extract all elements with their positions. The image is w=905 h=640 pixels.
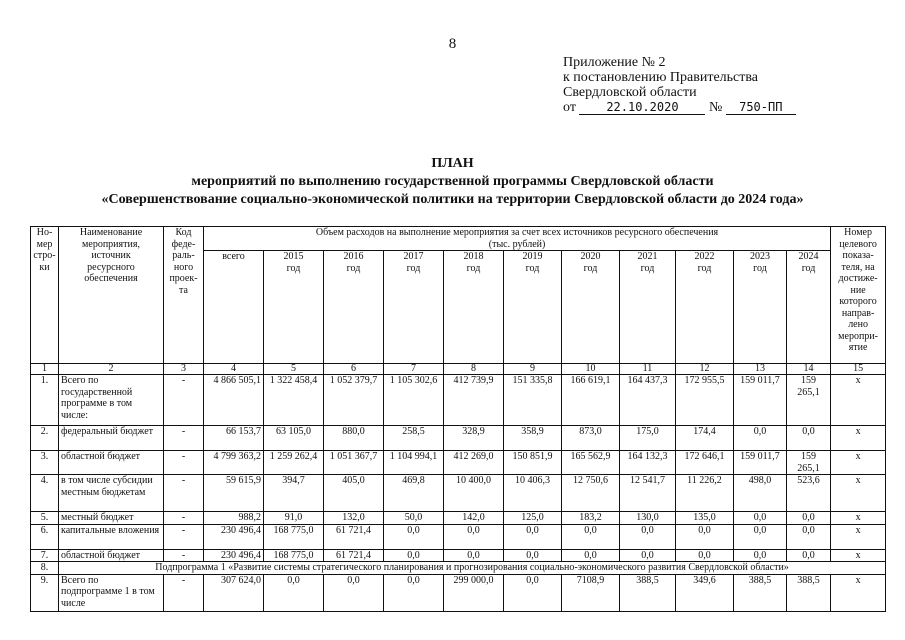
appendix-date-line: [563, 100, 796, 115]
row-target-cell: x: [831, 524, 886, 549]
row-year-cell: 0,0: [562, 524, 620, 549]
row-year-cell: 130,0: [620, 512, 676, 525]
header-volume: Объем расходов на выполнение мероприятия за счет всех источников ресурсного обеспечения (тыс. рублей): [204, 227, 831, 251]
table-row: [31, 475, 886, 512]
row-year-cell: 0,0: [504, 574, 562, 611]
column-index-cell: 13: [734, 364, 787, 375]
column-index-cell: 11: [620, 364, 676, 375]
row-year-cell: 388,5: [620, 574, 676, 611]
row-year-cell: 0,0: [787, 549, 831, 562]
row-year-cell: 394,7: [264, 475, 324, 512]
row-year-cell: 172 955,5: [676, 375, 734, 426]
row-number-cell: 4.: [31, 475, 59, 512]
row-name-cell: Всего по государственной программе в том числе:: [59, 375, 164, 426]
row-name-cell: областной бюджет: [59, 549, 164, 562]
row-number-cell: 6.: [31, 524, 59, 549]
row-year-cell: 50,0: [384, 512, 444, 525]
row-year-cell: 0,0: [620, 524, 676, 549]
row-name-cell: областной бюджет: [59, 451, 164, 475]
row-year-cell: 523,6: [787, 475, 831, 512]
plan-subtitle: мероприятий по выполнению государственной программы Свердловской области: [191, 174, 714, 189]
row-code-cell: -: [164, 475, 204, 512]
row-code-cell: -: [164, 574, 204, 611]
appendix-region: Свердловской области: [563, 85, 697, 100]
row-name-cell: в том числе субсидии местным бюджетам: [59, 475, 164, 512]
row-name-cell: капитальные вложения: [59, 524, 164, 549]
row-year-cell: 412 269,0: [444, 451, 504, 475]
row-year-cell: 0,0: [444, 524, 504, 549]
row-year-cell: 164 132,3: [620, 451, 676, 475]
appendix-decree: к постановлению Правительства: [563, 70, 759, 85]
column-index-cell: 14: [787, 364, 831, 375]
row-year-cell: 159 265,1: [787, 451, 831, 475]
table-row: [31, 524, 886, 549]
row-year-cell: 61 721,4: [324, 524, 384, 549]
row-year-cell: 0,0: [384, 549, 444, 562]
row-name-cell: федеральный бюджет: [59, 426, 164, 451]
row-year-cell: 183,2: [562, 512, 620, 525]
row-number-cell: 1.: [31, 375, 59, 426]
row-year-cell: 135,0: [676, 512, 734, 525]
row-name-cell: Всего по подпрограмме 1 в том числе: [59, 574, 164, 611]
row-year-cell: 0,0: [676, 549, 734, 562]
row-year-cell: 358,9: [504, 426, 562, 451]
row-code-cell: -: [164, 524, 204, 549]
row-year-cell: 0,0: [264, 574, 324, 611]
row-total-cell: 307 624,0: [204, 574, 264, 611]
row-total-cell: 4 799 363,2: [204, 451, 264, 475]
table-row: [31, 549, 886, 562]
header-year: 2019 год: [504, 251, 562, 364]
row-year-cell: 388,5: [734, 574, 787, 611]
row-year-cell: 166 619,1: [562, 375, 620, 426]
row-year-cell: 0,0: [734, 426, 787, 451]
column-index-cell: 2: [59, 364, 164, 375]
row-year-cell: 873,0: [562, 426, 620, 451]
row-year-cell: 165 562,9: [562, 451, 620, 475]
column-index-cell: 8: [444, 364, 504, 375]
row-year-cell: 388,5: [787, 574, 831, 611]
row-year-cell: 0,0: [787, 524, 831, 549]
plan-table: [30, 226, 886, 612]
subprogram-title-cell: Подпрограмма 1 «Развитие системы стратегического планирования и прогнозирования социально-экономического развития Свердловской области»: [59, 562, 886, 575]
row-year-cell: 0,0: [562, 549, 620, 562]
column-index-cell: 7: [384, 364, 444, 375]
row-year-cell: 0,0: [734, 549, 787, 562]
row-year-cell: 125,0: [504, 512, 562, 525]
row-year-cell: 172 646,1: [676, 451, 734, 475]
column-index-cell: 1: [31, 364, 59, 375]
row-target-cell: x: [831, 375, 886, 426]
plan-title: ПЛАН: [431, 156, 474, 171]
row-year-cell: 0,0: [504, 549, 562, 562]
row-year-cell: 1 104 994,1: [384, 451, 444, 475]
row-year-cell: 328,9: [444, 426, 504, 451]
row-year-cell: 0,0: [734, 512, 787, 525]
row-year-cell: 168 775,0: [264, 524, 324, 549]
header-year: 2022 год: [676, 251, 734, 364]
table-row: [31, 451, 886, 475]
decree-number: 750-ПП: [726, 101, 796, 115]
row-year-cell: 412 739,9: [444, 375, 504, 426]
subprogram-row: [31, 562, 886, 575]
row-number-cell: 8.: [31, 562, 59, 575]
table-row: [31, 375, 886, 426]
row-number-cell: 7.: [31, 549, 59, 562]
row-number-cell: 9.: [31, 574, 59, 611]
row-target-cell: x: [831, 475, 886, 512]
row-year-cell: 258,5: [384, 426, 444, 451]
row-target-cell: x: [831, 574, 886, 611]
row-code-cell: -: [164, 512, 204, 525]
appendix-title: Приложение № 2: [563, 55, 666, 70]
header-year: 2016 год: [324, 251, 384, 364]
row-year-cell: 91,0: [264, 512, 324, 525]
table-row: [31, 574, 886, 611]
row-year-cell: 1 259 262,4: [264, 451, 324, 475]
header-year: 2017 год: [384, 251, 444, 364]
header-total: всего: [204, 251, 264, 364]
row-year-cell: 10 406,3: [504, 475, 562, 512]
row-year-cell: 11 226,2: [676, 475, 734, 512]
header-name: Наименование мероприятия, источник ресурсного обеспечения: [59, 227, 164, 364]
row-year-cell: 7108,9: [562, 574, 620, 611]
row-year-cell: 1 052 379,7: [324, 375, 384, 426]
table-row: [31, 512, 886, 525]
header-year: 2015 год: [264, 251, 324, 364]
program-name: «Совершенствование социально-экономической политики на территории Свердловской области до 2024 года»: [101, 192, 804, 207]
column-index-row: [31, 364, 886, 375]
row-year-cell: 150 851,9: [504, 451, 562, 475]
row-year-cell: 0,0: [676, 524, 734, 549]
row-year-cell: 0,0: [787, 512, 831, 525]
header-target: Номер целевого показа- теля, на достиже- ние которого направ- лено меропри- ятие: [831, 227, 886, 364]
row-year-cell: 469,8: [384, 475, 444, 512]
row-year-cell: 880,0: [324, 426, 384, 451]
header-year: 2020 год: [562, 251, 620, 364]
row-year-cell: 0,0: [384, 524, 444, 549]
row-total-cell: 4 866 505,1: [204, 375, 264, 426]
appendix-block: [563, 55, 796, 115]
row-year-cell: 12 541,7: [620, 475, 676, 512]
row-year-cell: 1 322 458,4: [264, 375, 324, 426]
column-index-cell: 3: [164, 364, 204, 375]
row-target-cell: x: [831, 512, 886, 525]
row-target-cell: x: [831, 426, 886, 451]
row-year-cell: 1 105 302,6: [384, 375, 444, 426]
row-year-cell: 10 400,0: [444, 475, 504, 512]
row-year-cell: 175,0: [620, 426, 676, 451]
row-year-cell: 1 051 367,7: [324, 451, 384, 475]
row-year-cell: 0,0: [444, 549, 504, 562]
row-year-cell: 405,0: [324, 475, 384, 512]
row-year-cell: 159 011,7: [734, 375, 787, 426]
column-index-cell: 15: [831, 364, 886, 375]
row-year-cell: 498,0: [734, 475, 787, 512]
row-number-cell: 3.: [31, 451, 59, 475]
row-year-cell: 0,0: [620, 549, 676, 562]
row-year-cell: 168 775,0: [264, 549, 324, 562]
column-index-cell: 10: [562, 364, 620, 375]
row-year-cell: 349,6: [676, 574, 734, 611]
row-year-cell: 0,0: [787, 426, 831, 451]
row-year-cell: 164 437,3: [620, 375, 676, 426]
from-label: от: [563, 100, 576, 115]
row-year-cell: 299 000,0: [444, 574, 504, 611]
row-year-cell: 174,4: [676, 426, 734, 451]
row-total-cell: 66 153,7: [204, 426, 264, 451]
column-index-cell: 12: [676, 364, 734, 375]
row-year-cell: 63 105,0: [264, 426, 324, 451]
row-target-cell: x: [831, 451, 886, 475]
header-row-number: Но- мер стро- ки: [31, 227, 59, 364]
row-code-cell: -: [164, 549, 204, 562]
header-year: 2023 год: [734, 251, 787, 364]
row-year-cell: 0,0: [384, 574, 444, 611]
column-index-cell: 6: [324, 364, 384, 375]
header-year: 2024 год: [787, 251, 831, 364]
row-total-cell: 59 615,9: [204, 475, 264, 512]
row-year-cell: 0,0: [504, 524, 562, 549]
table-row: [31, 426, 886, 451]
row-year-cell: 142,0: [444, 512, 504, 525]
page-number: 8: [448, 36, 457, 52]
row-number-cell: 2.: [31, 426, 59, 451]
number-label: №: [708, 100, 723, 115]
row-year-cell: 159 011,7: [734, 451, 787, 475]
header-code: Код феде- раль- ного проек- та: [164, 227, 204, 364]
row-year-cell: 159 265,1: [787, 375, 831, 426]
row-year-cell: 0,0: [324, 574, 384, 611]
row-year-cell: 61 721,4: [324, 549, 384, 562]
row-year-cell: 151 335,8: [504, 375, 562, 426]
header-year: 2021 год: [620, 251, 676, 364]
row-total-cell: 230 496,4: [204, 549, 264, 562]
row-year-cell: 132,0: [324, 512, 384, 525]
column-index-cell: 9: [504, 364, 562, 375]
row-target-cell: x: [831, 549, 886, 562]
column-index-cell: 4: [204, 364, 264, 375]
column-index-cell: 5: [264, 364, 324, 375]
header-year: 2018 год: [444, 251, 504, 364]
row-code-cell: -: [164, 375, 204, 426]
row-total-cell: 230 496,4: [204, 524, 264, 549]
row-year-cell: 12 750,6: [562, 475, 620, 512]
decree-date: 22.10.2020: [579, 101, 705, 115]
row-code-cell: -: [164, 451, 204, 475]
row-name-cell: местный бюджет: [59, 512, 164, 525]
row-year-cell: 0,0: [734, 524, 787, 549]
row-total-cell: 988,2: [204, 512, 264, 525]
row-code-cell: -: [164, 426, 204, 451]
row-number-cell: 5.: [31, 512, 59, 525]
